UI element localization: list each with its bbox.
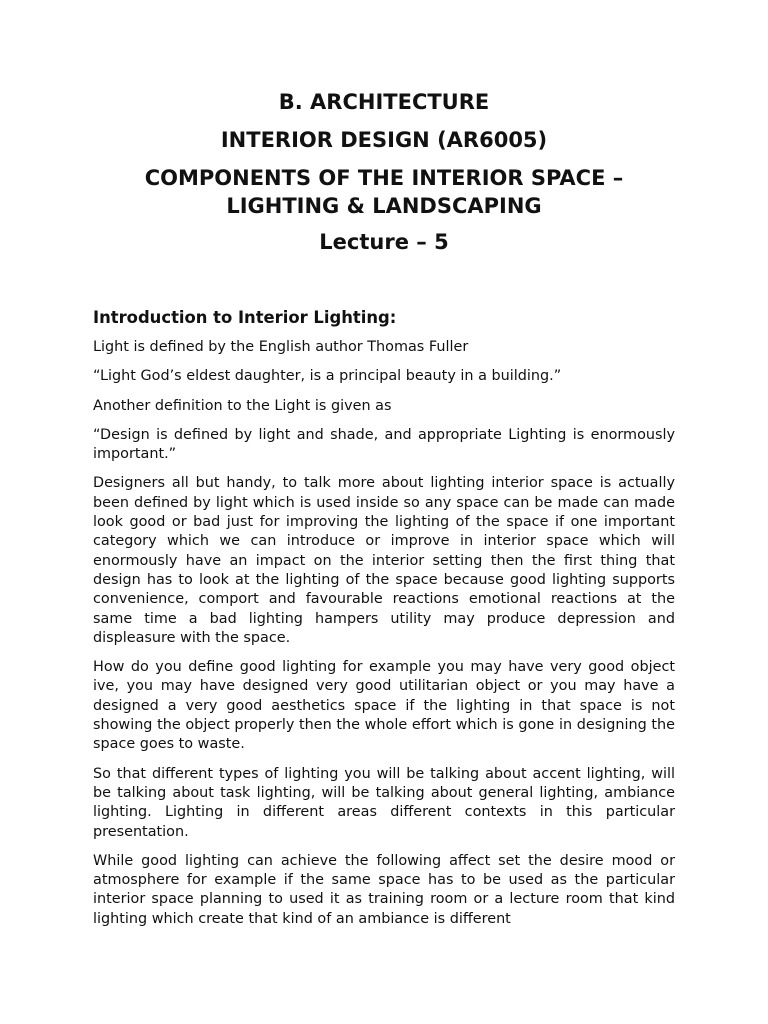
paragraph: Designers all but handy, to talk more about lighting interior space is actually been defined by light which is used inside so any space can be made can made look good or bad just for improving the lighting of the space if one important category which we can introduce or improve in interior space which will enormously have an impact on the interior setting then the first thing that design has to look at the lighting of the space because good lighting supports convenience, comport and favourable reactions emotional reactions at the same time a bad lighting hampers utility may produce depression and displeasure with the space.: [93, 475, 675, 646]
paragraph: So that different types of lighting you will be talking about accent lighting, will be talking about task lighting, will be talking about general lighting, ambiance lighting. Lighting in different areas different contexts in this particular presentation.: [93, 765, 675, 840]
program-title: B. ARCHITECTURE: [278, 90, 490, 114]
lecture-number: Lecture – 5: [319, 230, 449, 254]
topic-title: COMPONENTS OF THE INTERIOR SPACE – LIGHTING & LANDSCAPING: [144, 166, 624, 218]
paragraph: How do you define good lighting for example you may have very good object ive, you may have designed very good utilitarian object or you may have a designed a very good aesthetics space if the lighting in that space is not showing the object properly then the whole effort which is gone in designing the space goes to waste.: [93, 659, 675, 753]
paragraph: Another definition to the Light is given as: [93, 397, 392, 414]
paragraph: While good lighting can achieve the following affect set the desire mood or atmosphere for example if the same space has to be used as the particular interior space planning to used it as training room or a lecture room that kind lighting which create that kind of an ambiance is different: [93, 852, 675, 927]
quote-paragraph: “Light God’s eldest daughter, is a principal beauty in a building.”: [93, 368, 562, 385]
course-title: INTERIOR DESIGN (AR6005): [220, 128, 548, 152]
quote-paragraph: “Design is defined by light and shade, and appropriate Lighting is enormously important.”: [93, 426, 675, 463]
body-content: [93, 307, 675, 939]
title-block: [93, 88, 675, 256]
section-heading: Introduction to Interior Lighting:: [93, 308, 397, 327]
paragraph: Light is defined by the English author Thomas Fuller: [93, 339, 469, 355]
